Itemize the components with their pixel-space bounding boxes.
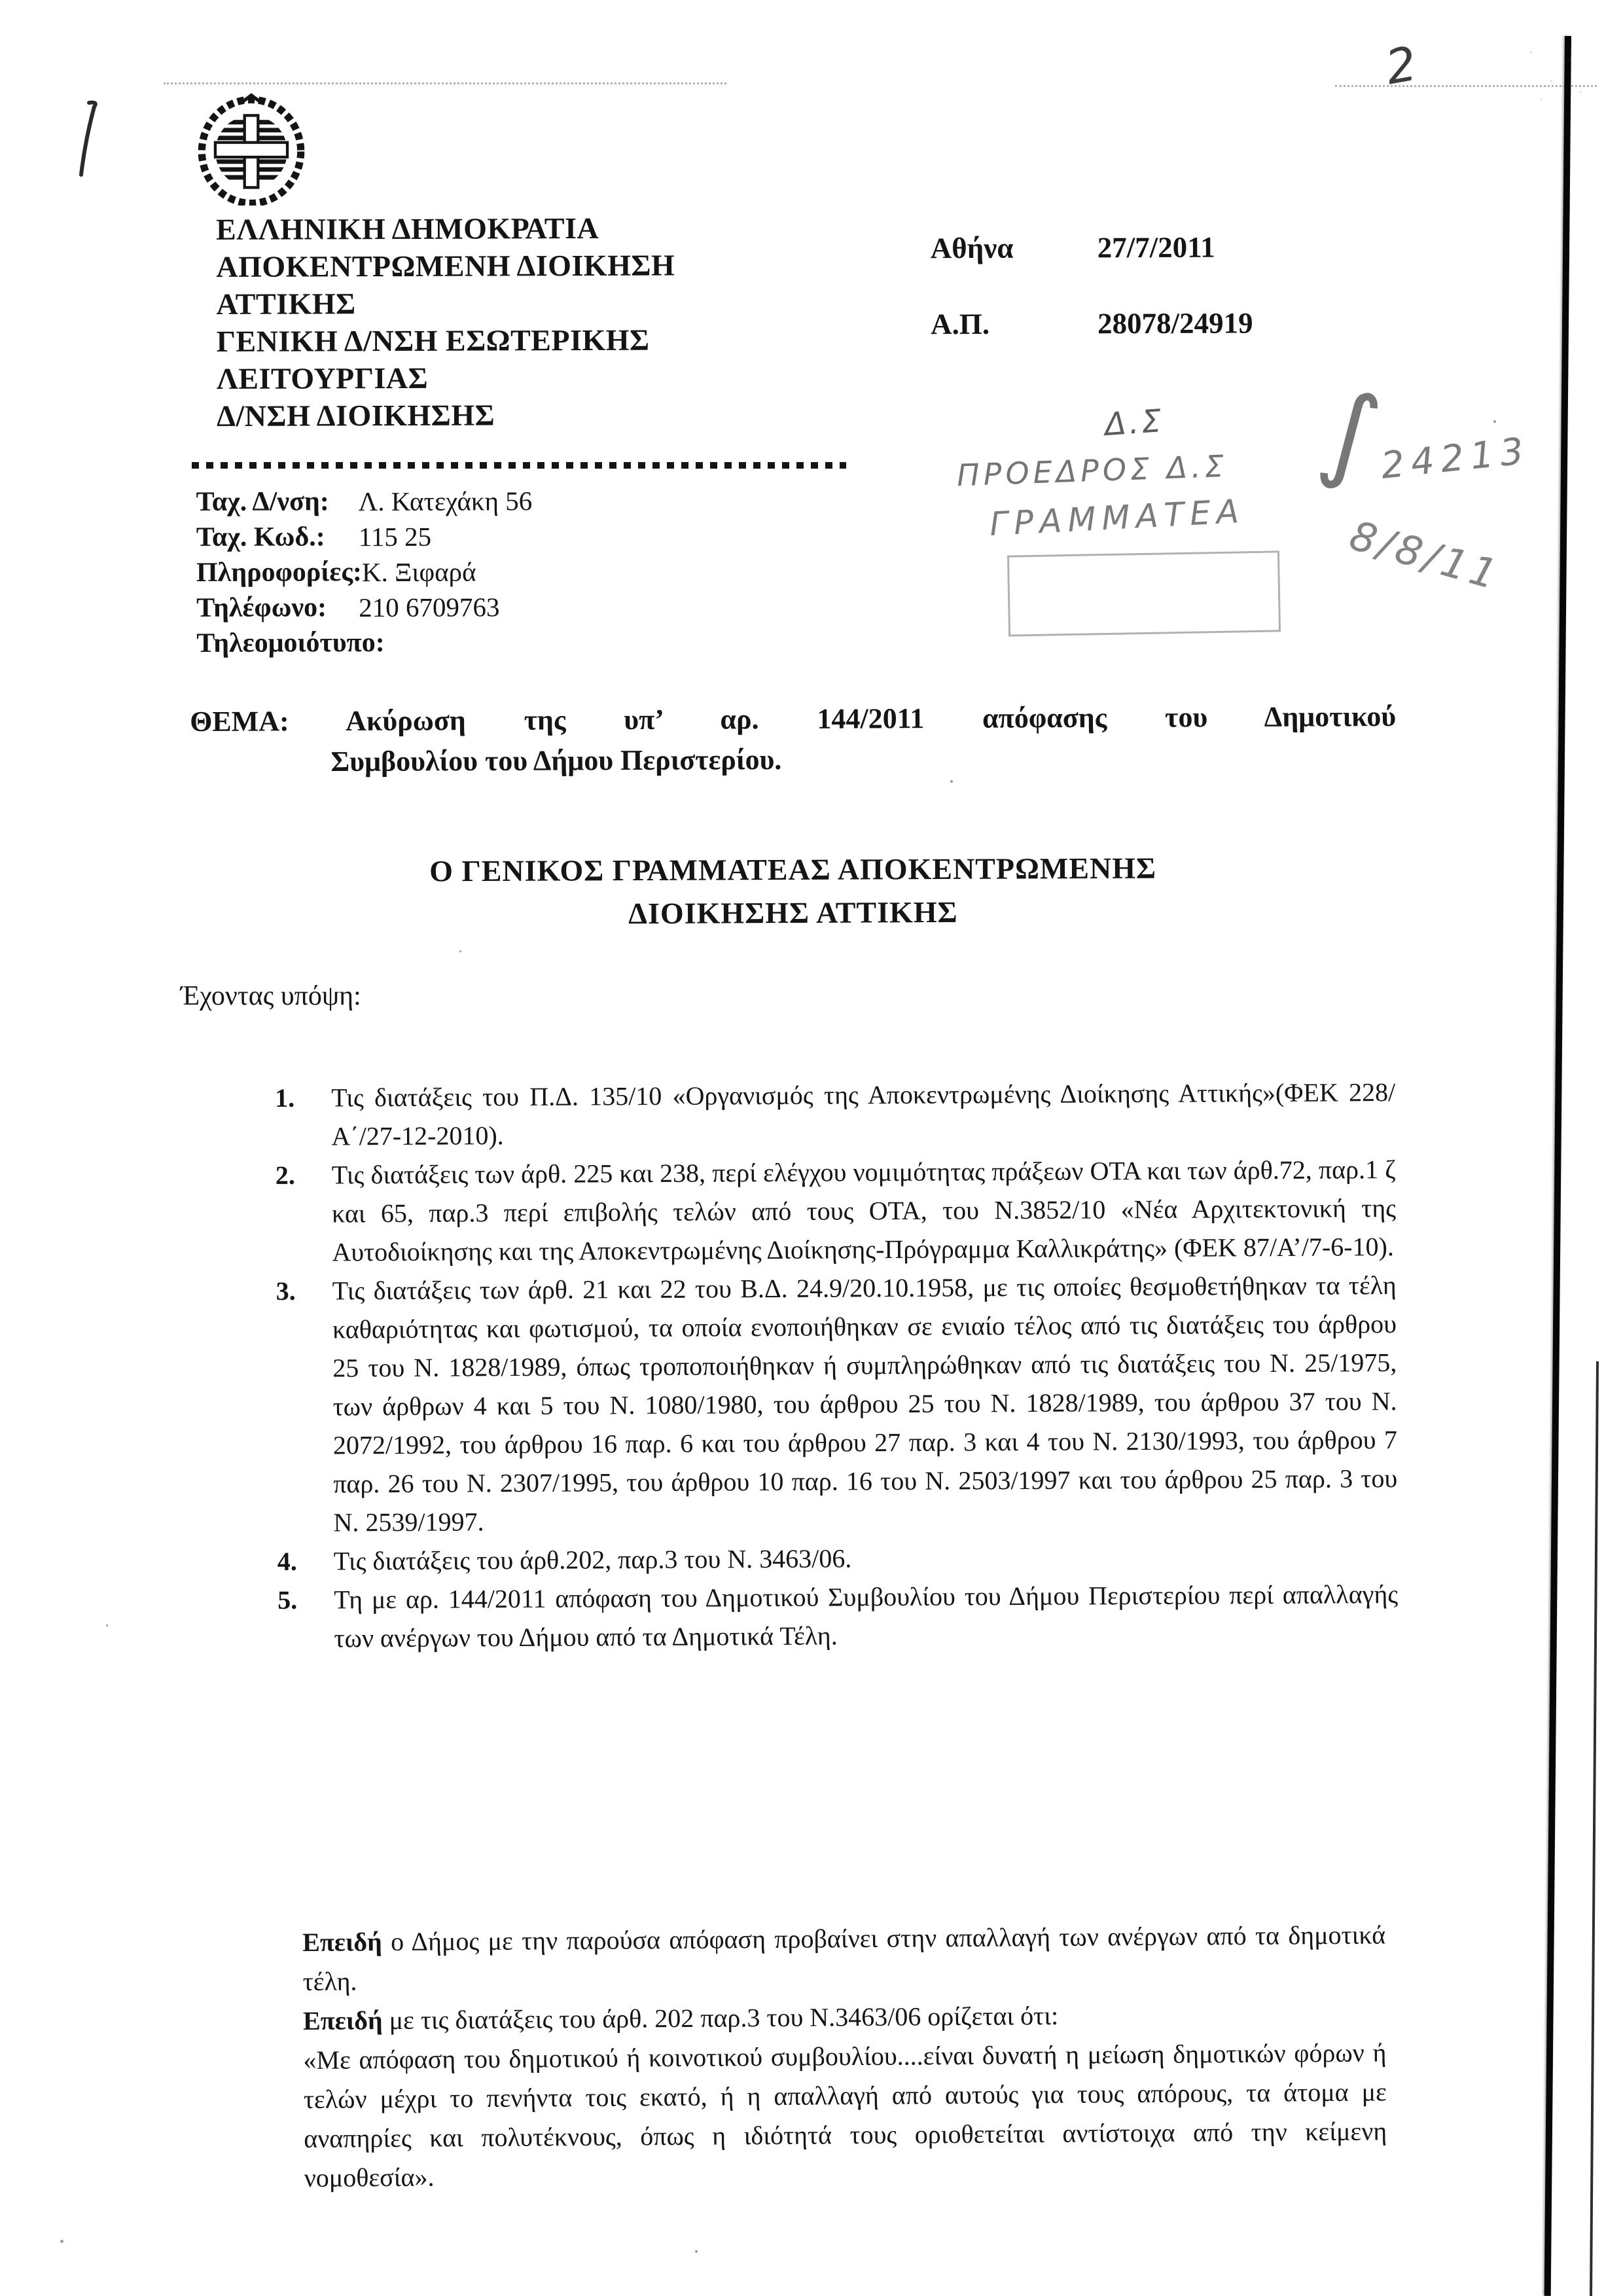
closing-quote: «Με απόφαση του δημοτικού ή κοινοτικού συμβουλίου....είναι δυνατή η μείωση δημοτικών φόρων ή τελών μέχρι το πενήντα τοις εκατό, ή η απαλλαγή από αυτούς για τους απόρους, τα άτομα με αναπηρίες και πολυτέκνους, όπως η ιδιότητά τους οριοθετείται αντίστοιχα από την κείμενη νομοθεσία». [303,2037,1387,2193]
scan-noise-patch [1525,38,1590,110]
epeidi-bold: Επειδή [302,1927,382,1957]
closing-text: με τις διατάξεις του άρθ. 202 παρ.3 του Ν.3463/06 ορίζεται ότι: [382,2000,1059,2036]
contact-row [196,517,949,555]
subject-label: ΘΕΜΑ: [190,705,289,738]
scan-speck [459,950,461,952]
list-item-text: Τις διατάξεις των άρθ. 21 και 22 του Β.Δ. 24.9/20.10.1958, με τις οποίες θεσμοθετήθηκαν τα τέλη καθαριότητας και φωτισμού, τα οποία ενοποιήθηκαν σε ενιαίο τέλος από τις διατάξεις του άρθρου 25 του Ν. 1828/1989, όπως τροποποιήθηκαν ή συμπληρώθηκαν από τις διατάξεις του Ν. 25/1975, των άρθρων 4 και 5 του Ν. 1080/1980, του άρθρου 25 του Ν. 1828/1989, του άρθρου 37 του Ν. 2072/1992, του άρθρου 16 παρ. 6 και του άρθρου 27 παρ. 3 και 4 του Ν. 2130/1993, του άρθρου 7 παρ. 26 του Ν. 2307/1995, του άρθρου 10 παρ. 16 του Ν. 2503/1997 και του άρθρου 25 παρ. 3 του Ν. 2539/1997. [332,1270,1398,1537]
city-label: Αθήνα [930,231,1014,265]
scan-speck [695,2250,698,2253]
subject-line2: Συμβουλίου του Δήμου Περιστερίου. [330,744,782,778]
handwritten-proedros-line: ΠΡΟΕΔΡΟΣ Δ.Σ [956,448,1228,493]
date-protocol-block [931,230,1389,383]
date-value: 27/7/2011 [1097,230,1215,264]
contact-value: Κ. Ξιφαρά [361,556,476,588]
contact-row [196,588,949,626]
list-item [276,1266,1398,1542]
contact-row [196,552,949,590]
handwritten-stamp-number: 24213 [1379,429,1532,488]
handwritten-page-number: 2 [1382,35,1421,96]
protocol-label: Α.Π. [931,307,990,341]
contact-label: Ταχ. Δ/νση: [196,486,329,518]
title-line1: Ο ΓΕΝΙΚΟΣ ΓΡΑΜΜΑΤΕΑΣ ΑΠΟΚΕΝΤΡΩΜΕΝΗΣ [429,851,1157,888]
legal-citations-list [275,1073,1399,1658]
scan-edge-line [1544,36,1571,2296]
list-item-number: 4. [277,1546,297,1576]
contact-label: Ταχ. Κωδ.: [196,522,325,553]
contact-value: 115 25 [358,521,432,552]
closing-text: ο Δήμος με την παρούσα απόφαση προβαίνει στην απαλλαγή των ανέργων από τα δημοτικά τέλη. [302,1920,1386,1996]
list-item-text: Τη με αρ. 144/2011 απόφαση του Δημοτικού Συμβουλίου του Δήμου Περιστερίου περί απαλλαγής των ανέργων του Δήμου από τα Δημοτικά Τέλη. [334,1579,1399,1653]
scan-speck [60,2240,63,2243]
subject-line1 [190,696,1396,742]
scan-speck [1493,420,1496,423]
closing-paragraphs [302,1915,1387,2198]
handwritten-grammatea-line: ΓΡΑΜΜΑΤΕΑ [988,492,1246,544]
handwritten-corner-mark [65,95,111,180]
org-header [216,208,936,435]
org-line: ΑΤΤΙΚΗΣ [216,287,356,321]
list-item-number: 3. [276,1276,296,1306]
list-item [277,1536,1398,1581]
contact-value: Λ. Κατεχάκη 56 [358,486,533,517]
org-line: ΓΕΝΙΚΗ Δ/ΝΣΗ ΕΣΩΤΕΡΙΚΗΣ [216,323,650,358]
stamp-box-outline [1007,550,1281,636]
list-item-text: Τις διατάξεις των άρθ. 225 και 238, περί ελέγχου νομιμότητας πράξεων ΟΤΑ και των άρθ.72, παρ.1 ζ και 65, παρ.3 περί επιβολής τελών από τους ΟΤΑ, του Ν.3852/10 «Νέα Αρχιτεκτονική της Αυτοδιοίκησης και της Αποκεντρωμένης Διοίκησης-Πρόγραμμα Καλλικράτης» (ΦΕΚ 87/Α’/7-6-10). [331,1155,1397,1267]
handwritten-stamp-date: 8/8/11 [1344,511,1507,600]
list-item [277,1575,1399,1658]
list-item-number: 2. [275,1160,295,1190]
list-item-number: 5. [277,1585,298,1615]
contact-value: 210 6709763 [359,592,500,623]
org-line: ΑΠΟΚΕΝΤΡΩΜΕΝΗ ΔΙΟΙΚΗΣΗ [216,248,675,283]
contact-label: Πληροφορίες: [196,557,363,588]
org-line: Δ/ΝΣΗ ΔΙΟΙΚΗΣΗΣ [217,398,495,433]
scan-speck [950,780,953,783]
subject-text: Ακύρωση της υπ’ αρ. 144/2011 απόφασης του Δημοτικού [345,700,1397,737]
list-item [276,1150,1397,1272]
list-item-number: 1. [275,1083,295,1113]
document-title [190,846,1397,937]
scan-edge-line-secondary [1590,1361,1599,2296]
list-item-text: Τις διατάξεις του Π.Δ. 135/10 «Οργανισμός της Αποκεντρωμένης Διοίκησης Αττικής»(ΦΕΚ 228/Α΄/27-12-2010). [331,1077,1396,1151]
list-item [275,1073,1396,1156]
org-line: ΕΛΛΗΝΙΚΗ ΔΗΜΟΚΡΑΤΙΑ [216,211,599,246]
handwritten-signature-flourish: ∫ [1311,367,1390,499]
title-line2: ΔΙΟΙΚΗΣΗΣ ΑΤΤΙΚΗΣ [628,895,958,931]
protocol-number: 28078/24919 [1097,306,1253,340]
contact-label: Τηλεομοιότυπο: [196,628,385,659]
preamble: Έχοντας υπόψη: [181,981,361,1011]
contact-label: Τηλέφωνο: [196,592,327,624]
scan-speck [106,1624,108,1626]
epeidi-bold: Επειδή [302,2005,383,2036]
dotted-separator [192,462,846,469]
contact-row [196,623,949,661]
contact-info-block [196,482,950,661]
scan-dotted-artifact-top-left [164,82,726,84]
handwritten-ds-mark: Δ.Σ [1103,402,1166,444]
org-line: ΛΕΙΤΟΥΡΓΙΑΣ [216,361,429,395]
closing-paragraph-1 [302,1915,1386,2001]
list-item-text: Τις διατάξεις του άρθ.202, παρ.3 του Ν. 3463/06. [333,1543,852,1576]
subject-block [190,696,1397,783]
contact-row [196,482,949,520]
greek-national-emblem-icon [195,93,308,206]
